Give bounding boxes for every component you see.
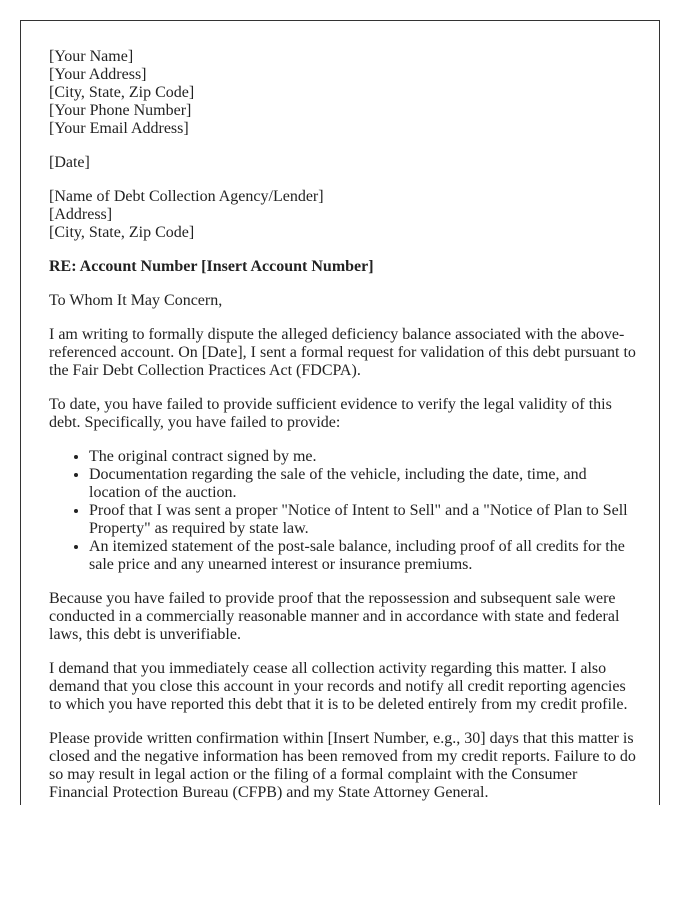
subject-line: RE: Account Number [Insert Account Number] <box>49 258 374 275</box>
paragraph-failure: To date, you have failed to provide sufficient evidence to verify the legal validity of this debt. Specifically, you have failed to provide: <box>49 396 612 431</box>
list-item: • Proof that I was sent a proper "Notice of Intent to Sell" and a "Notice of Plan to Sell Property" as required by state law. <box>89 502 639 538</box>
recipient-address: [Address] <box>49 206 113 223</box>
recipient-name: [Name of Debt Collection Agency/Lender] <box>49 188 324 205</box>
sender-block <box>49 48 639 138</box>
paragraph-demand: I demand that you immediately cease all collection activity regarding this matter. I also demand that you close this account in your records and notify all credit reporting agencies to which you have reported this debt that it is to be deleted entirely from my credit profile. <box>49 660 628 713</box>
paragraph-intro: I am writing to formally dispute the alleged deficiency balance associated with the above-referenced account. On [Date], I sent a formal request for validation of this debt pursuant to the Fair Debt Collection Practices Act (FDCPA). <box>49 326 636 379</box>
recipient-block <box>49 188 639 242</box>
salutation: To Whom It May Concern, <box>49 292 223 309</box>
sender-address: [Your Address] <box>49 66 147 83</box>
sender-email: [Your Email Address] <box>49 120 189 137</box>
sender-name: [Your Name] <box>49 48 134 65</box>
letter-date: [Date] <box>49 154 90 171</box>
list-item: • An itemized statement of the post-sale balance, including proof of all credits for the sale price and any unearned interest or insurance premiums. <box>89 538 639 574</box>
list-item: • Documentation regarding the sale of the vehicle, including the date, time, and location of the auction. <box>89 466 639 502</box>
paragraph-unverifiable: Because you have failed to provide proof that the repossession and subsequent sale were conducted in a commercially reasonable manner and in accordance with state and federal laws, this debt is unverifiable. <box>49 590 620 643</box>
recipient-city: [City, State, Zip Code] <box>49 224 195 241</box>
list-item: • The original contract signed by me. <box>89 448 639 466</box>
missing-items-list <box>49 448 639 574</box>
letter-page <box>20 20 660 805</box>
paragraph-confirmation: Please provide written confirmation within [Insert Number, e.g., 30] days that this matter is closed and the negative information has been removed from my credit reports. Failure to do so may result in legal action or the filing of a formal complaint with the Consumer Financial Protection Bureau (CFPB) and my State Attorney General. <box>49 730 636 801</box>
sender-phone: [Your Phone Number] <box>49 102 192 119</box>
sender-city: [City, State, Zip Code] <box>49 84 195 101</box>
